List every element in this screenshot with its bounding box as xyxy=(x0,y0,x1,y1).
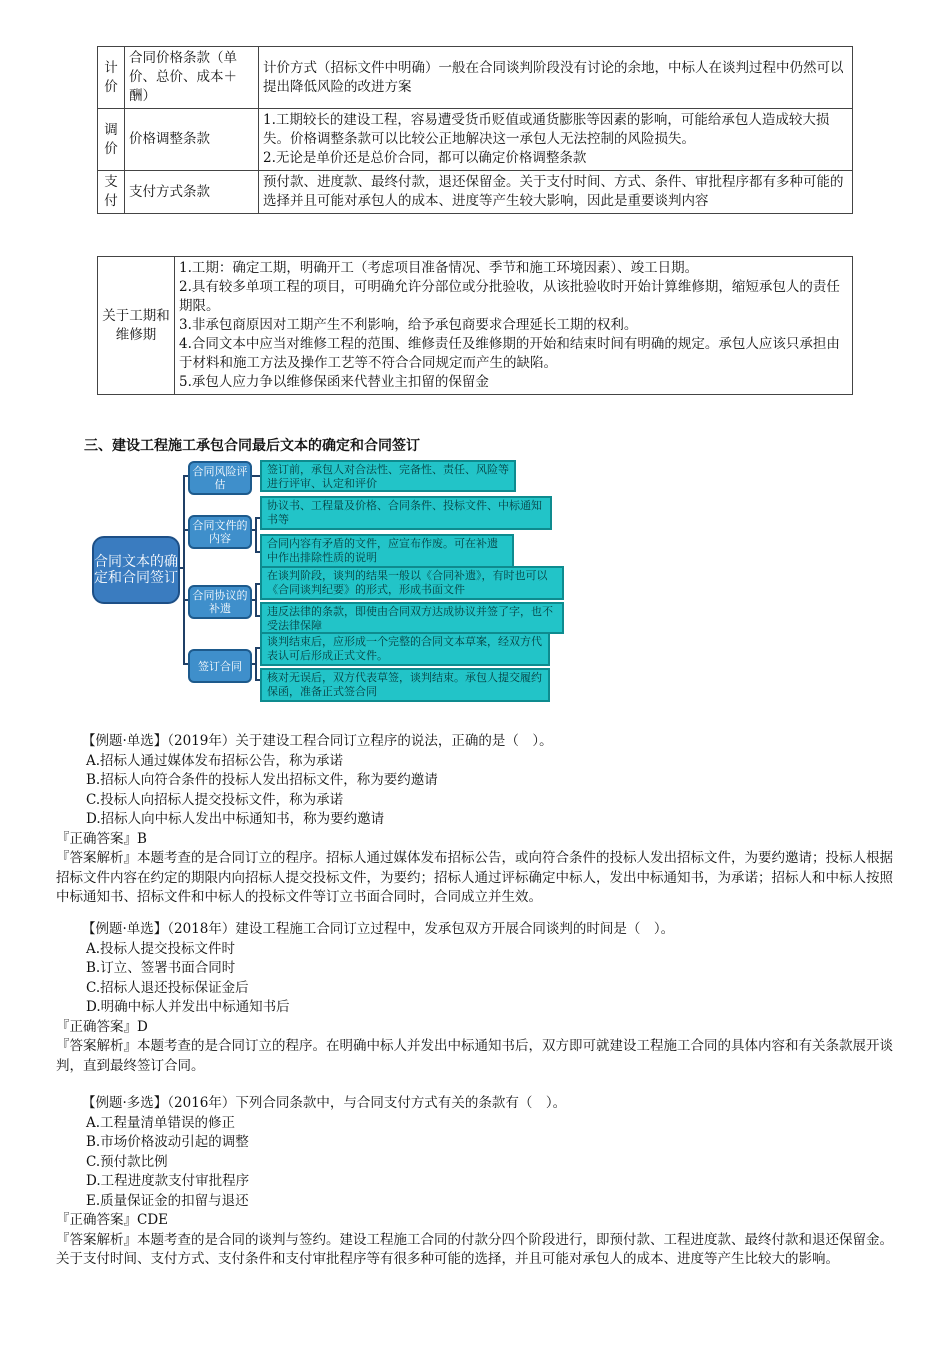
mindmap-leaf: 在谈判阶段，谈判的结果一般以《合同补遗》，有时也可以《合同谈判纪要》的形式，形成书面文件 xyxy=(260,566,564,600)
duration-warranty-table xyxy=(97,256,853,395)
question-analysis: 『答案解析』本题考查的是合同的谈判与签约。建设工程施工合同的付款分四个阶段进行，即预付款、工程进度款、最终付款和退还保留金。关于支付时间、支付方式、支付条件和支付审批程序等有很多种可能的选择，并且可能对承包人的成本、进度等产生比较大的影响。 xyxy=(56,1231,893,1267)
mindmap-branch-signing: 签订合同 xyxy=(188,649,252,683)
mindmap-branch-supplement: 合同协议的补遗 xyxy=(188,585,252,619)
row-description: 预付款、进度款、最终付款，退还保留金。关于支付时间、方式、条件、审批程序都有多种可能的选择并且可能对承包人的成本、进度等产生较大影响，因此是重要谈判内容 xyxy=(259,171,853,214)
row-category: 支 付 xyxy=(98,171,125,214)
list-item: 5.承包人应力争以维修保函来代替业主扣留的保留金 xyxy=(179,374,489,390)
question-block xyxy=(56,1094,901,1270)
list-item: 1.工期：确定工期，明确开工（考虑项目准备情况、季节和施工环境因素）、竣工日期。 xyxy=(179,260,699,276)
pricing-terms-table xyxy=(97,46,853,214)
row-item: 价格调整条款 xyxy=(125,109,259,171)
question-option: E.质量保证金的扣留与退还 xyxy=(86,1192,249,1209)
question-stem: 【例题·多选】（2016年）下列合同条款中，与合同支付方式有关的条款有（ ）。 xyxy=(82,1095,567,1111)
question-analysis: 『答案解析』本题考查的是合同订立的程序。招标人通过媒体发布招标公告，或向符合条件的投标人发出招标文件，为要约邀请；投标人根据招标文件内容在约定的期限内向招标人提交投标文件，为要约；招标人通过评标确定中标人，发出中标通知书，为承诺；招标人和中标人按照中标通知书、招标文件和中标人的投标文件等订立书面合同时，合同成立并生效。 xyxy=(56,850,893,905)
question-option: C.投标人向招标人提交投标文件，称为承诺 xyxy=(86,791,344,808)
table-row xyxy=(98,109,853,171)
section-heading: 三、建设工程施工承包合同最后文本的确定和合同签订 xyxy=(84,438,420,454)
list-item: 2.具有较多单项工程的项目，可明确允许分部位或分批验收，从该批验收时开始计算维修期，缩短承包人的责任期限。 xyxy=(179,279,840,314)
table-row xyxy=(98,257,853,395)
mindmap-leaf: 谈判结束后，应形成一个完整的合同文本草案，经双方代表认可后形成正式文件。 xyxy=(260,632,550,666)
question-option: D.工程进度款支付审批程序 xyxy=(86,1173,250,1189)
row-category: 调 价 xyxy=(98,109,125,171)
question-option: A.投标人提交投标文件时 xyxy=(86,940,236,957)
question-block xyxy=(56,732,901,908)
question-block xyxy=(56,920,901,1076)
question-answer: 『正确答案』CDE xyxy=(56,1212,169,1228)
row-items xyxy=(175,257,853,395)
mindmap-root: 合同文本的确定和合同签订 xyxy=(92,536,180,604)
question-option: C.预付款比例 xyxy=(86,1153,168,1170)
question-option: B.订立、签署书面合同时 xyxy=(86,960,236,976)
row-item: 合同价格条款（单价、总价、成本＋酬） xyxy=(125,47,259,109)
question-option: A.招标人通过媒体发布招标公告，称为承诺 xyxy=(86,752,344,769)
list-item: 4.合同文本中应当对维修工程的范围、维修责任及维修期的开始和结束时间有明确的规定。承包人应该只承担由于材料和施工方法及操作工艺等不符合合同规定而产生的缺陷。 xyxy=(179,336,840,371)
row-item: 支付方式条款 xyxy=(125,171,259,214)
question-option: D.招标人向中标人发出中标通知书，称为要约邀请 xyxy=(86,811,385,827)
mindmap-leaf: 核对无误后，双方代表草签，谈判结束。承包人提交履约保函，准备正式签合同 xyxy=(260,668,550,702)
mindmap-leaf: 违反法律的条款，即使由合同双方达成协议并签了字，也不受法律保障 xyxy=(260,602,564,634)
question-analysis: 『答案解析』本题考查的是合同订立的程序。在明确中标人并发出中标通知书后，双方即可就建设工程施工合同的具体内容和有关条款展开谈判，直到最终签订合同。 xyxy=(56,1038,893,1074)
question-option: D.明确中标人并发出中标通知书后 xyxy=(86,999,290,1015)
question-answer: 『正确答案』D xyxy=(56,1018,148,1035)
table-row xyxy=(98,171,853,214)
mindmap-leaf: 协议书、工程量及价格、合同条件、投标文件、中标通知书等 xyxy=(260,496,552,530)
mindmap-branch-risk: 合同风险评估 xyxy=(188,461,252,495)
row-category: 计 价 xyxy=(98,47,125,109)
question-stem: 【例题·单选】（2019年）关于建设工程合同订立程序的说法，正确的是（ ）。 xyxy=(82,733,553,749)
question-option: B.招标人向符合条件的投标人发出招标文件，称为要约邀请 xyxy=(86,772,438,788)
mindmap-leaf: 签订前，承包人对合法性、完备性、责任、风险等进行评审、认定和评价 xyxy=(260,460,516,492)
question-option: B.市场价格波动引起的调整 xyxy=(86,1134,249,1150)
list-item: 3.非承包商原因对工期产生不利影响，给予承包商要求合理延长工期的权利。 xyxy=(179,317,638,333)
question-answer: 『正确答案』B xyxy=(56,830,147,847)
table-row xyxy=(98,47,853,109)
row-label: 关于工期和维修期 xyxy=(98,257,175,395)
question-option: C.招标人退还投标保证金后 xyxy=(86,979,249,996)
question-stem: 【例题·单选】（2018年）建设工程施工合同订立过程中，发承包双方开展合同谈判的时间是（ ）。 xyxy=(82,921,675,937)
row-description: 1.工期较长的建设工程，容易遭受货币贬值或通货膨胀等因素的影响，可能给承包人造成较大损失。价格调整条款可以比较公正地解决这一承包人无法控制的风险损失。 2.无论是单价还是总价合同，都可以确定价格调整条款 xyxy=(259,109,853,171)
question-option: A.工程量清单错误的修正 xyxy=(86,1114,236,1131)
row-description: 计价方式（招标文件中明确）一般在合同谈判阶段没有讨论的余地，中标人在谈判过程中仍然可以提出降低风险的改进方案 xyxy=(259,47,853,109)
mindmap-branch-contents: 合同文件的内容 xyxy=(188,515,252,549)
mindmap-leaf: 合同内容有矛盾的文件，应宣布作废。可在补遗中作出排除性质的说明 xyxy=(260,534,514,568)
mindmap xyxy=(88,456,568,706)
